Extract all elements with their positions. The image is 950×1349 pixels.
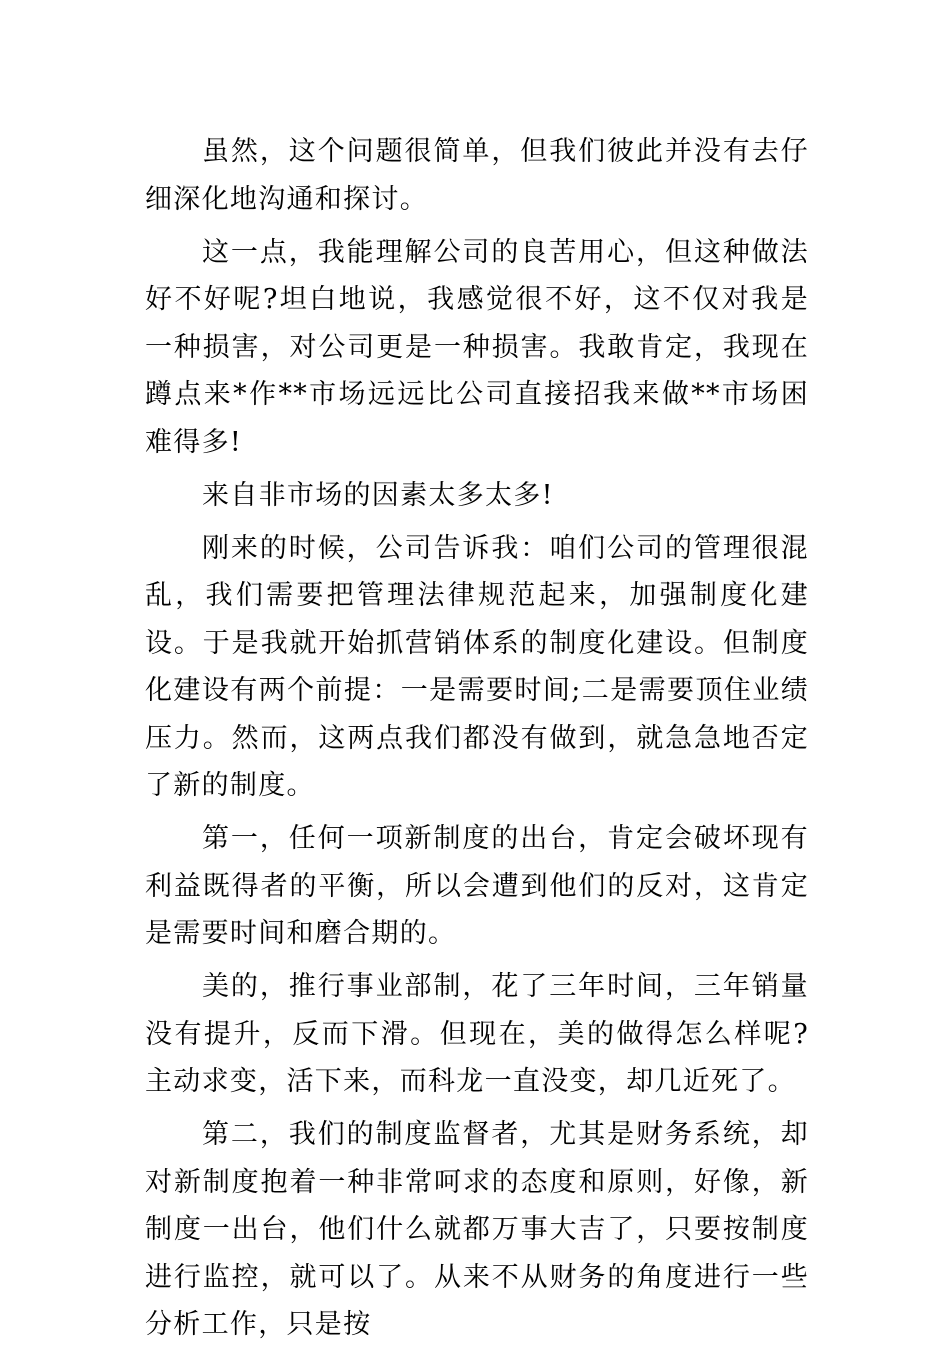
paragraph: 第二，我们的制度监督者，尤其是财务系统，却对新制度抱着一种非常呵求的态度和原则，好像，新制度一出台，他们什么就都万事大吉了，只要按制度进行监控，就可以了。从来不从财务的角度进行一些分析工作，只是按: [145, 1119, 809, 1340]
paragraph: 刚来的时候，公司告诉我：咱们公司的管理很混乱，我们需要把管理法律规范起来，加强制度化建设。于是我就开始抓营销体系的制度化建设。但制度化建设有两个前提：一是需要时间;二是需要顶住业绩压力。然而，这两点我们都没有做到，就急急地否定了新的制度。: [145, 532, 809, 801]
paragraph: 虽然，这个问题很简单，但我们彼此并没有去仔细深化地沟通和探讨。: [145, 136, 809, 215]
paragraph: 第一，任何一项新制度的出台，肯定会破坏现有利益既得者的平衡，所以会遭到他们的反对，这肯定是需要时间和磨合期的。: [145, 823, 809, 949]
paragraph: 来自非市场的因素太多太多!: [202, 479, 554, 511]
paragraph: 美的，推行事业部制，花了三年时间，三年销量没有提升，反而下滑。但现在，美的做得怎么样呢?主动求变，活下来，而科龙一直没变，却几近死了。: [145, 971, 809, 1097]
document-body: [145, 128, 809, 1349]
paragraph: 这一点，我能理解公司的良苦用心，但这种做法好不好呢?坦白地说，我感觉很不好，这不仅对我是一种损害，对公司更是一种损害。我敢肯定，我现在蹲点来*作**市场远远比公司直接招我来做**市场困难得多!: [145, 236, 809, 458]
